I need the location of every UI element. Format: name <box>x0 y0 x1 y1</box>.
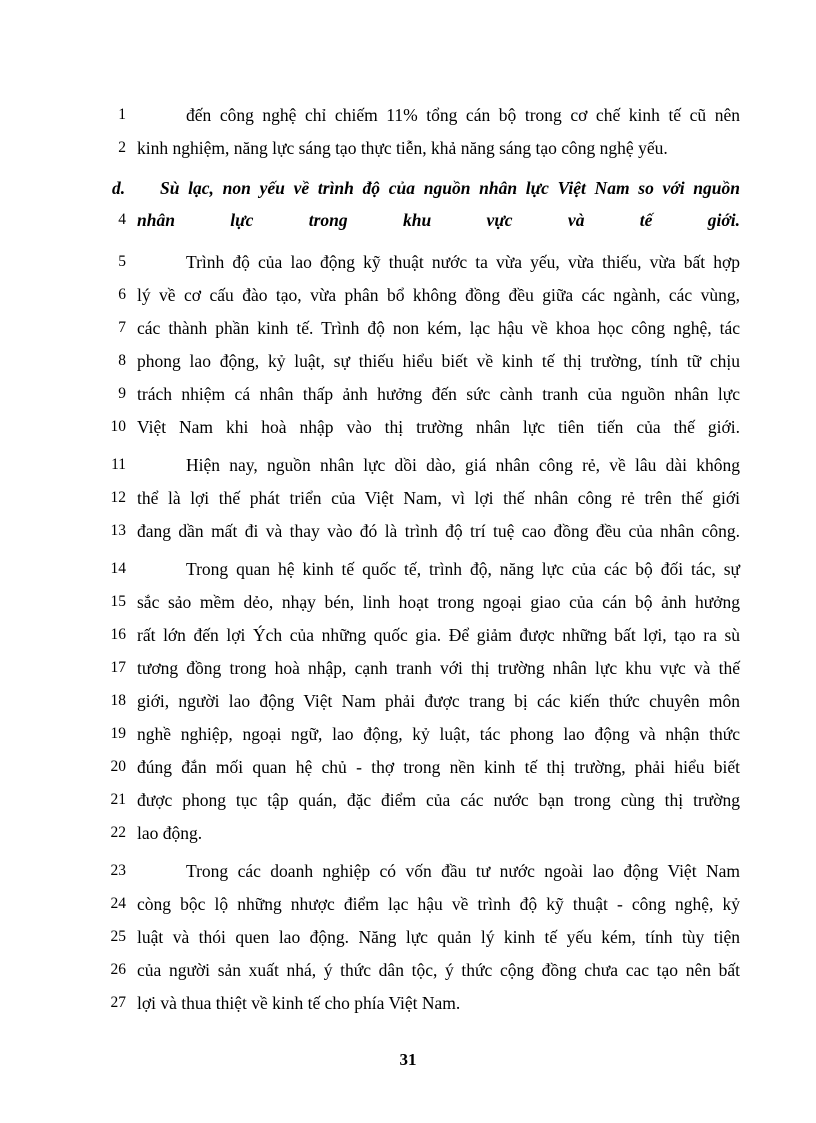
line-text: thể là lợi thế phát triển của Việt Nam, vì lợi thế nhân công rẻ trên thế giới <box>137 488 740 508</box>
line-text: Trong quan hệ kinh tế quốc tế, trình độ, năng lực của các bộ đối tác, sự <box>186 559 740 579</box>
text-line <box>0 889 816 919</box>
line-number: 5 <box>118 253 126 270</box>
text-line <box>0 818 816 848</box>
line-text: trách nhiệm cá nhân thấp ảnh hưởng đến sức cành tranh của nguồn nhân lực <box>137 384 740 404</box>
line-text: còng bộc lộ những nhược điểm lạc hậu về trình độ kỹ thuật - công nghệ, kỷ <box>137 894 740 914</box>
heading-marker: d. <box>112 178 126 198</box>
line-text: của người sản xuất nhá, ý thức dân tộc, ý thức cộng đồng chưa cac tạo nên bất <box>137 960 740 980</box>
line-text: phong lao động, kỷ luật, sự thiếu hiểu biết về kinh tế thị trường, tính tữ chịu <box>137 351 740 371</box>
line-text: Việt Nam khi hoà nhập vào thị trường nhân lực tiên tiến của thế giới. <box>137 417 740 437</box>
line-text: sắc sảo mềm dẻo, nhạy bén, linh hoạt trong ngoại giao của cán bộ ảnh hưởng <box>137 592 740 612</box>
line-number: 22 <box>110 824 126 841</box>
line-number: 14 <box>110 560 126 577</box>
line-number: 6 <box>118 286 126 303</box>
line-text: rất lớn đến lợi Ých của những quốc gia. Để giảm được những bất lợi, tạo ra sù <box>137 625 740 645</box>
line-text: Trong các doanh nghiệp có vốn đầu tư nước ngoài lao động Việt Nam <box>186 861 740 881</box>
line-number: 27 <box>110 994 126 1011</box>
line-text: giới, người lao động Việt Nam phải được trang bị các kiến thức chuyên môn <box>137 691 740 711</box>
line-text: được phong tục tập quán, đặc điểm của các nước bạn trong cùng thị trường <box>137 790 740 810</box>
line-number: 17 <box>110 659 126 676</box>
text-line <box>0 412 816 442</box>
line-text: tương đồng trong hoà nhập, cạnh tranh với thị trường nhân lực khu vực và thế <box>137 658 740 678</box>
line-text: đang dần mất đi và thay vào đó là trình độ trí tuệ cao đồng đều của nhân công. <box>137 521 740 541</box>
line-number: 7 <box>118 319 126 336</box>
line-text: đến công nghệ chỉ chiếm 11% tổng cán bộ trong cơ chế kinh tế cũ nên <box>186 105 740 125</box>
line-number: 20 <box>110 758 126 775</box>
section-heading-line <box>0 205 816 235</box>
line-number: 2 <box>118 139 126 156</box>
text-line <box>0 346 816 376</box>
line-number: 18 <box>110 692 126 709</box>
text-line <box>0 653 816 683</box>
line-number: 13 <box>110 522 126 539</box>
line-text: đúng đắn mối quan hệ chủ - thợ trong nền kinh tế thị trường, phải hiểu biết <box>137 757 740 777</box>
text-line <box>0 686 816 716</box>
line-text: lợi và thua thiệt về kinh tế cho phía Việt Nam. <box>137 993 461 1013</box>
line-text: Trình độ của lao động kỹ thuật nước ta vừa yếu, vừa thiếu, vừa bất hợp <box>186 252 740 272</box>
line-number: 10 <box>110 418 126 435</box>
text-line <box>0 785 816 815</box>
line-number: 9 <box>118 385 126 402</box>
section-heading-line <box>0 173 816 203</box>
line-text: các thành phần kinh tế. Trình độ non kém, lạc hậu về khoa học công nghệ, tác <box>137 318 740 338</box>
text-line <box>0 922 816 952</box>
page-number: 31 <box>399 1050 417 1069</box>
line-number: 21 <box>110 791 126 808</box>
line-text: luật và thói quen lao động. Năng lực quản lý kinh tế yếu kém, tính tùy tiện <box>137 927 740 947</box>
line-number: 19 <box>110 725 126 742</box>
line-number: 4 <box>118 211 126 228</box>
text-line <box>0 280 816 310</box>
text-line <box>0 856 816 886</box>
line-number: 12 <box>110 489 126 506</box>
text-line <box>0 955 816 985</box>
text-line <box>0 516 816 546</box>
line-text: lao động. <box>137 823 203 843</box>
text-line <box>0 100 816 130</box>
line-number: 11 <box>111 456 126 473</box>
line-number: 16 <box>110 626 126 643</box>
line-number: 23 <box>110 862 126 879</box>
line-number: 8 <box>118 352 126 369</box>
line-number: 15 <box>110 593 126 610</box>
text-line <box>0 247 816 277</box>
text-line <box>0 554 816 584</box>
line-text: kinh nghiệm, năng lực sáng tạo thực tiễn, khả năng sáng tạo công nghệ yếu. <box>137 138 668 158</box>
line-number: 26 <box>110 961 126 978</box>
text-line <box>0 988 816 1018</box>
text-line <box>0 483 816 513</box>
section-heading: Sù lạc, non yếu về trình độ của nguồn nhân lực Việt Nam so với nguồn <box>160 178 740 198</box>
text-line <box>0 587 816 617</box>
text-line <box>0 133 816 163</box>
text-line <box>0 313 816 343</box>
text-line <box>0 719 816 749</box>
text-line <box>0 450 816 480</box>
text-line <box>0 752 816 782</box>
line-text: Hiện nay, nguồn nhân lực dồi dào, giá nhân công rẻ, về lâu dài không <box>186 455 740 475</box>
text-line <box>0 379 816 409</box>
line-number: 25 <box>110 928 126 945</box>
section-heading-continued: nhân lực trong khu vực và tế giới. <box>137 210 740 230</box>
line-text: lý về cơ cấu đào tạo, vừa phân bổ không đồng đều giữa các ngành, các vùng, <box>137 285 740 305</box>
text-line <box>0 620 816 650</box>
line-number: 1 <box>118 106 126 123</box>
line-text: nghề nghiệp, ngoại ngữ, lao động, kỷ luật, tác phong lao động và nhận thức <box>137 724 740 744</box>
line-number: 24 <box>110 895 126 912</box>
